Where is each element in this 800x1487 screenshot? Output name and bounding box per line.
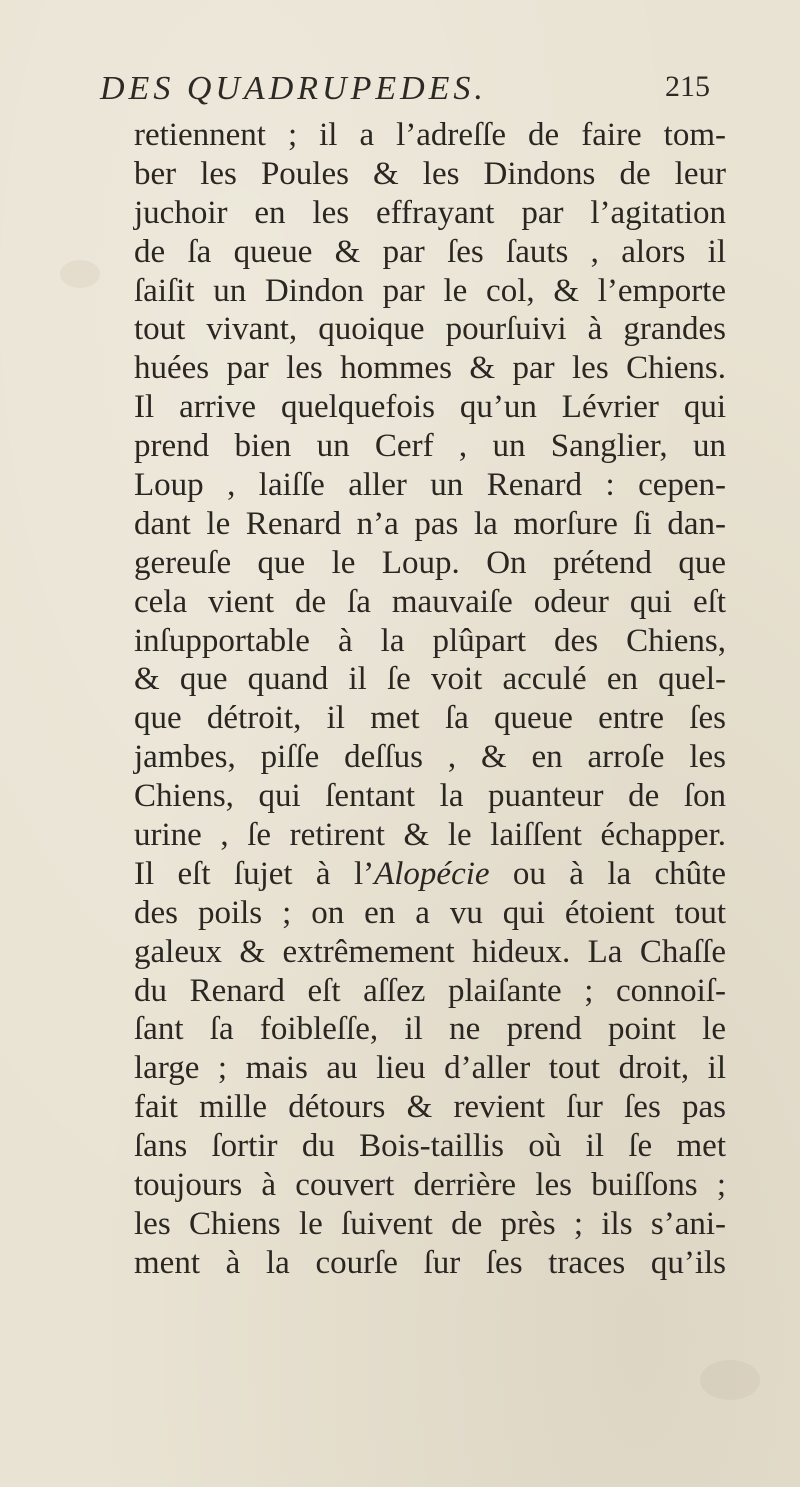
text-line: [134, 505, 726, 544]
text-line-content: Chiens, qui ſentant la puanteur de ſon: [134, 778, 726, 815]
text-line: [134, 738, 726, 777]
text-line: [134, 116, 726, 155]
text-line: [134, 272, 726, 311]
page-number: 215: [665, 70, 710, 103]
text-line: [134, 466, 726, 505]
text-line: [134, 1010, 726, 1049]
text-line: [134, 1244, 726, 1283]
paper-stain: [60, 260, 100, 288]
text-line-content: les Chiens le ſuivent de près ; ils s’ani-: [134, 1205, 726, 1242]
text-line-content: des poils ; on en a vu qui étoient tout: [134, 894, 726, 931]
text-line: [134, 155, 726, 194]
text-line-content: large ; mais au lieu d’aller tout droit, il: [134, 1050, 726, 1087]
text-line: [134, 699, 726, 738]
text-line: [134, 544, 726, 583]
running-head-title: DES QUADRUPEDES.: [100, 70, 487, 107]
text-line: [134, 622, 726, 661]
text-line-content: galeux & extrêmement hideux. La Chaſſe: [134, 933, 726, 970]
text-line: [134, 933, 726, 972]
text-line-content: du Renard eſt aſſez plaiſante ; connoiſ-: [134, 972, 726, 1009]
text-line-content: jambes, piſſe deſſus , & en arroſe les: [134, 739, 726, 776]
paper-stain: [700, 1360, 760, 1400]
text-line: [134, 233, 726, 272]
text-line: [134, 777, 726, 816]
text-line: [134, 1049, 726, 1088]
text-line-content: prend bien un Cerf , un Sanglier, un: [134, 428, 726, 465]
text-line-content: que détroit, il met ſa queue entre ſes: [134, 700, 726, 737]
text-line-content: inſupportable à la plûpart des Chiens,: [134, 622, 726, 659]
text-line: [134, 427, 726, 466]
text-line-content: de ſa queue & par ſes ſauts , alors il: [134, 233, 726, 270]
text-line-content: & que quand il ſe voit acculé en quel-: [134, 661, 726, 698]
text-line: [134, 194, 726, 233]
text-line: [134, 660, 726, 699]
text-line-content: ou à la chûte: [489, 855, 726, 892]
text-line-content: dant le Renard n’a pas la morſure ſi dan-: [134, 505, 726, 542]
text-line-content: ber les Poules & les Dindons de leur: [134, 155, 726, 192]
italic-term: Alopécie: [374, 855, 490, 892]
text-line: [134, 310, 726, 349]
text-line-content: retiennent ; il a l’adreſſe de faire tom-: [134, 117, 726, 153]
text-line: [134, 1205, 726, 1244]
text-line-content: cela vient de ſa mauvaiſe odeur qui eſt: [134, 583, 726, 620]
text-line: [134, 1127, 726, 1166]
running-head: [100, 70, 710, 114]
text-line-content: Il eſt ſujet à l’: [134, 855, 375, 892]
text-line: [134, 388, 726, 427]
text-line: [134, 816, 726, 855]
text-line-content: ment à la courſe ſur ſes traces qu’ils: [134, 1244, 726, 1281]
text-line-content: ſans ſortir du Bois-taillis où il ſe met: [134, 1128, 726, 1165]
text-line: [134, 972, 726, 1011]
text-line-content: ſaiſit un Dindon par le col, & l’emporte: [134, 272, 726, 309]
text-line: [134, 1088, 726, 1127]
text-line-content: gereuſe que le Loup. On prétend que: [134, 544, 726, 581]
text-line: [134, 894, 726, 933]
text-line: [134, 583, 726, 622]
text-line-content: ſant ſa foibleſſe, il ne prend point le: [134, 1011, 726, 1048]
text-line-content: Il arrive quelquefois qu’un Lévrier qui: [134, 389, 726, 426]
text-line: [134, 349, 726, 388]
text-line-content: urine , ſe retirent & le laiſſent échapper.: [134, 817, 726, 854]
text-line-content: huées par les hommes & par les Chiens.: [134, 350, 726, 387]
text-line: [134, 1166, 726, 1205]
text-line-content: toujours à couvert derrière les buiſſons ;: [134, 1167, 726, 1204]
text-line-content: fait mille détours & revient ſur ſes pas: [134, 1089, 726, 1126]
body-text: [134, 116, 726, 1283]
text-line-content: tout vivant, quoique pourſuivi à grandes: [134, 311, 726, 348]
text-line-content: Loup , laiſſe aller un Renard : cepen-: [134, 467, 726, 504]
text-line-content: juchoir en les effrayant par l’agitation: [134, 194, 726, 231]
text-line: [134, 855, 726, 894]
